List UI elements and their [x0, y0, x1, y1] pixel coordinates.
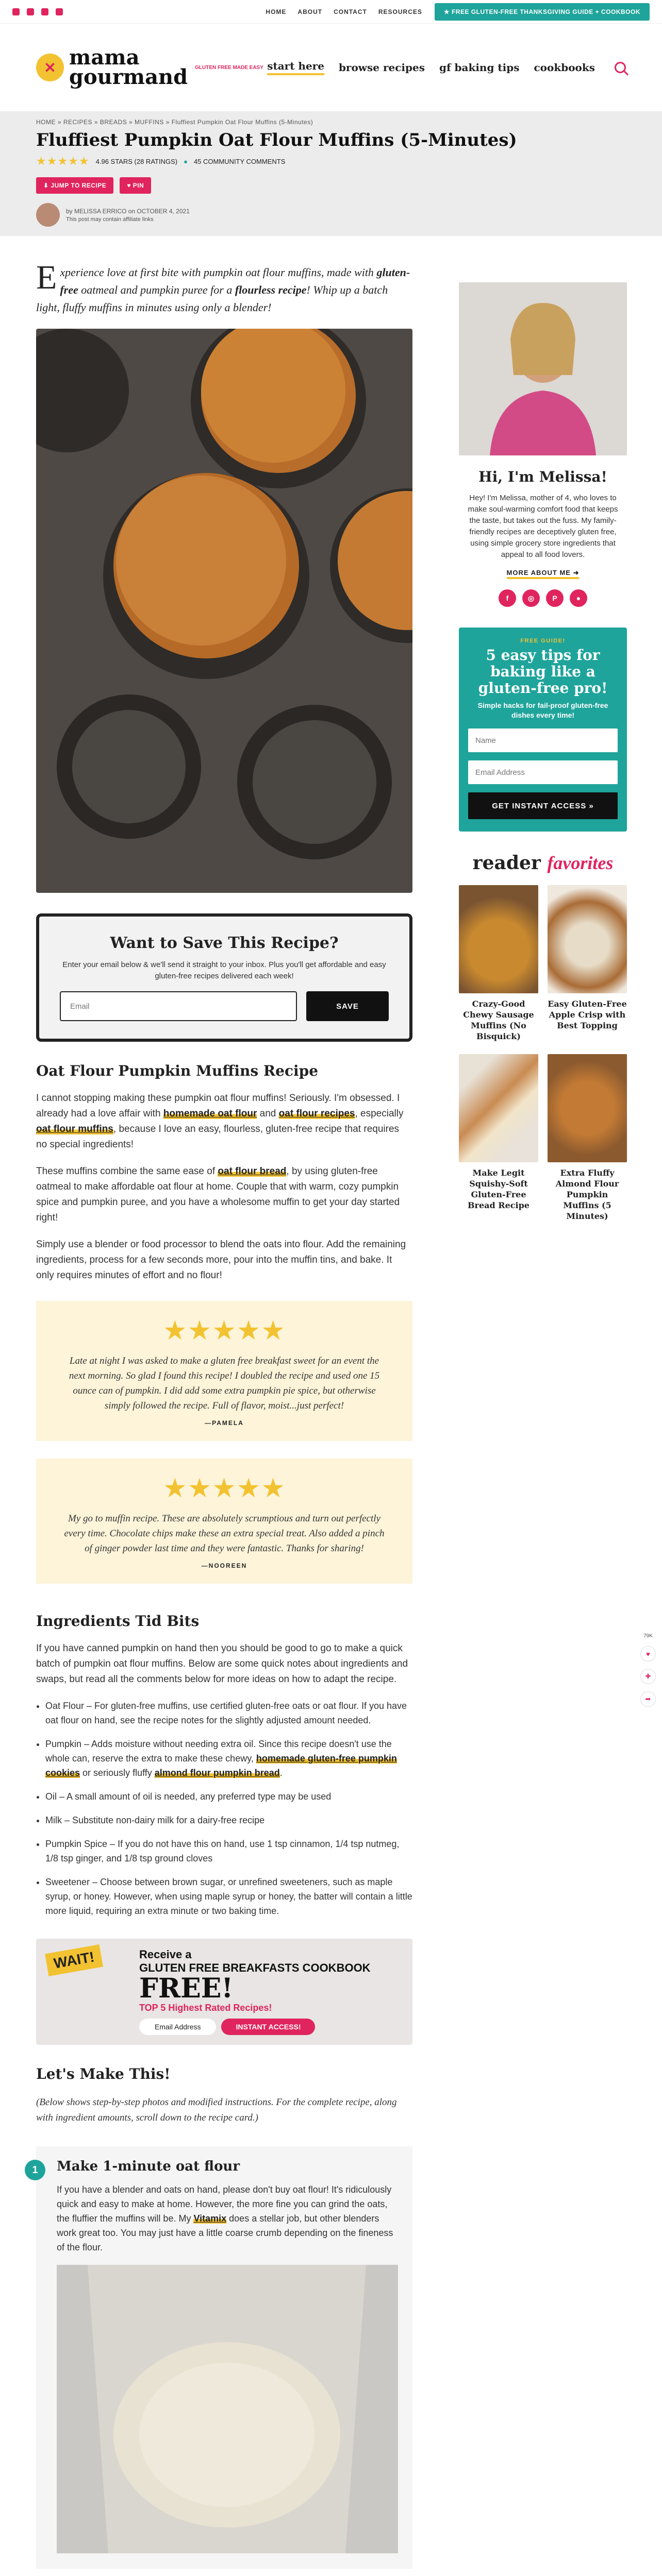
list-item: • Pumpkin – Adds moisture without needing extra oil. Since this recipe doesn't use the whole can, reserve the extra to make these chewy, homemade gluten-free pumpkin cookies or seriously fluffy almond flour pumpkin bread. [45, 1737, 412, 1780]
step-photos-note: (Below shows step-by-step photos and modified instructions. For the complete recipe, along with ingredient amounts, scroll down to the recipe card.) [36, 2097, 397, 2123]
ad-line1: Receive a [139, 1948, 192, 1961]
favorite-caption: Make Legit Squishy-Soft Gluten-Free Bread Recipe [468, 1168, 529, 1210]
bookmark-icon[interactable]: ✚ [640, 1669, 656, 1684]
logo-line1: mama [69, 45, 140, 70]
sidebar [459, 282, 627, 1222]
search-icon[interactable] [615, 62, 626, 73]
ad-wait-badge: WAIT! [45, 1944, 103, 1976]
link-vitamix[interactable]: Vitamix [193, 2213, 227, 2224]
save-recipe-box [36, 913, 412, 1042]
paragraph: If you have canned pumpkin on hand then you should be good to go to make a quick batch of pumpkin oat flour muffins. Below are some quick notes about ingredients and swaps, but read all the comments below for more ideas on how to adapt the recipe. [36, 1643, 408, 1685]
favorite-image [548, 885, 627, 993]
author-avatar [36, 203, 60, 227]
favorite-image [459, 885, 538, 993]
sidebar-social [459, 589, 627, 607]
floating-share-bar [640, 1633, 656, 1707]
testimonial-stars-icon: ★★★★★ [162, 1316, 286, 1346]
instagram-icon[interactable]: ◎ [522, 589, 540, 607]
nav-gf-baking-tips[interactable]: gf baking tips [439, 61, 520, 74]
testimonial-text: My go to muffin recipe. These are absolutely scrumptious and turn out perfectly every time. Chocolate chips make these an extra special treat. Also added a pinch of ginger powder last time and they were fantastic. Thanks for sharing! [64, 1513, 385, 1554]
facebook-icon[interactable] [12, 8, 20, 15]
list-item: • Sweetener – Choose between brown sugar, or unrefined sweeteners, such as maple syrup, or honey. However, when using maple syrup or honey, the batter will contain a little more liquid, requiring an extra minute or two baking time. [45, 1875, 412, 1918]
pinterest-icon[interactable]: P [546, 589, 564, 607]
main-content [32, 259, 412, 2576]
reader-favorites-title: reader favorites [472, 852, 614, 874]
step-title: Make 1-minute oat flour [57, 2159, 240, 2174]
save-button[interactable]: SAVE [306, 991, 389, 1021]
testimonial [36, 1301, 412, 1441]
optin-subtitle: Simple hacks for fail-proof gluten-free dishes every time! [477, 701, 608, 719]
top-nav-contact[interactable]: CONTACT [334, 8, 367, 15]
site-header [0, 24, 662, 111]
link-oat-flour-muffins[interactable]: oat flour muffins [36, 1124, 113, 1134]
favorite-card[interactable] [548, 1054, 627, 1222]
nav-cookbooks[interactable]: cookbooks [534, 61, 595, 74]
byline-author: by MELISSA ERRICO on OCTOBER 4, 2021 [66, 207, 190, 215]
heart-icon[interactable]: ♥ [640, 1646, 656, 1662]
author-photo [459, 282, 627, 455]
testimonial-author: —PAMELA [205, 1419, 244, 1427]
breadcrumb: HOME » RECIPES » BREADS » MUFFINS » Fluffiest Pumpkin Oat Flour Muffins (5-Minutes) [36, 118, 313, 126]
comments-link[interactable]: 45 COMMUNITY COMMENTS [193, 157, 286, 165]
oat-flour-blender-photo [57, 2265, 398, 2553]
sidebar-bio: Hey! I'm Melissa, mother of 4, who loves to make soul-warming comfort food that keeps the taste, but takes out the fuss. My family-friendly recipes are deceptively gluten free, using simple grocery store ingredients that appeal to all food lovers. [468, 494, 618, 559]
optin-box [459, 628, 627, 832]
optin-title: 5 easy tips for baking like a gluten-free pro! [478, 647, 608, 697]
jump-to-recipe-button[interactable]: ⬇ JUMP TO RECIPE [36, 177, 113, 194]
dropcap: E [36, 259, 57, 296]
link-almond-flour-pumpkin-bread[interactable]: almond flour pumpkin bread [154, 1768, 280, 1778]
step-card [32, 2146, 412, 2569]
youtube-icon[interactable] [56, 8, 63, 15]
step-number: 1 [25, 2160, 45, 2180]
rating-row [36, 155, 626, 168]
byline [36, 203, 626, 227]
optin-name-input[interactable] [468, 728, 618, 752]
favorite-caption: Easy Gluten-Free Apple Crisp with Best Topping [548, 999, 627, 1030]
testimonial-text: Late at night I was asked to make a gluten free breakfast sweet for an event the next morning. So glad I found this recipe! I doubled the recipe and used one 15 ounce can of pumpkin. I did add some extra pumpkin pie spice, but otherwise simply followed the recipe. Full of flavor, moist...just perfect! [69, 1355, 380, 1411]
main-nav [267, 60, 626, 75]
top-nav-resources[interactable]: RESOURCES [378, 8, 422, 15]
favorite-card[interactable] [548, 885, 627, 1042]
more-about-me-link[interactable]: MORE ABOUT ME ➜ [507, 569, 580, 579]
pumpkin-muffins-photo [36, 329, 412, 893]
favorite-caption: Crazy-Good Chewy Sausage Muffins (No Bisquick) [463, 999, 534, 1041]
section-heading-ingredients: Ingredients Tid Bits [36, 1613, 200, 1630]
ad-top: TOP 5 Highest Rated Recipes! [139, 2003, 272, 2013]
testimonial-author: —NOOREEN [201, 1562, 247, 1569]
link-homemade-oat-flour[interactable]: homemade oat flour [163, 1108, 257, 1119]
testimonial [36, 1459, 412, 1584]
top-nav [266, 8, 422, 15]
paragraph: I cannot stopping making these pumpkin oat flour muffins! Seriously. I'm obsessed. I already had a love affair with homemade oat flour and oat flour recipes, especially oat flour muffins, because I love an easy, flourless, gluten-free recipe that requires no special ingredients! [36, 1093, 404, 1150]
ad-free: FREE! [139, 1973, 234, 2004]
instagram-icon[interactable] [27, 8, 34, 15]
cookbook-ad-banner[interactable] [36, 1939, 412, 2045]
list-item: • Milk – Substitute non-dairy milk for a dairy-free recipe [45, 1813, 412, 1827]
ingredient-notes-list [36, 1699, 412, 1918]
facebook-icon[interactable]: f [499, 589, 516, 607]
paragraph: Simply use a blender or food processor to blend the oats into flour. Add the remaining ingredients, process for a few seconds more, pour into the muffin tins, and bake. It only requires minutes of effort and no flour! [36, 1239, 406, 1281]
list-item: • Oil – A small amount of oil is needed, any preferred type may be used [45, 1789, 412, 1804]
top-bar [0, 0, 662, 24]
paragraph: These muffins combine the same ease of oat flour bread, by using gluten-free oatmeal to make affordable oat flour at home. Couple that with warm, cozy pumpkin spice and pumpkin puree, and you have a wholesome muffin to get your day started right! [36, 1166, 400, 1223]
author-card [459, 282, 627, 607]
favorite-image [548, 1054, 627, 1162]
favorites-grid [459, 885, 627, 1222]
ad-email-field[interactable]: Email Address [139, 2019, 216, 2035]
ad-access-button[interactable]: INSTANT ACCESS! [221, 2019, 315, 2035]
testimonial-stars-icon: ★★★★★ [162, 1473, 286, 1503]
section-heading-make: Let's Make This! [36, 2065, 171, 2082]
share-count: 79K [643, 1633, 653, 1639]
sidebar-greeting: Hi, I'm Melissa! [478, 468, 607, 485]
save-box-text: Enter your email below & we'll send it straight to your inbox. Plus you'll get affordable and easy gluten-free recipes delivered each week! [62, 960, 386, 980]
ad-line2: GLUTEN FREE BREAKFASTS COOKBOOK [139, 1961, 371, 1974]
intro-text: Experience love at first bite with pumpkin oat flour muffins, made with gluten-free oatmeal and pumpkin puree for a flourless recipe! Whip up a batch light, fluffy muffins in minutes using only a blender! [36, 259, 410, 314]
share-icon[interactable]: ➦ [640, 1691, 656, 1707]
list-item: • Oat Flour – For gluten-free muffins, use certified gluten-free oats or oat flour. If you have oat flour on hand, see the recipe notes for the slightly adjusted amount needed. [45, 1699, 412, 1727]
site-logo[interactable] [36, 45, 263, 89]
save-box-title: Want to Save This Recipe? [110, 934, 339, 952]
top-social-icons [12, 8, 63, 15]
logo-line2: gourmand [69, 65, 188, 89]
logo-tagline: GLUTEN FREE MADE EASY [195, 64, 263, 71]
post-hero [0, 111, 662, 236]
favorite-caption: Extra Fluffy Almond Flour Pumpkin Muffins (5 Minutes) [555, 1168, 619, 1221]
thanksgiving-guide-button[interactable]: ★ FREE GLUTEN-FREE THANKSGIVING GUIDE + COOKBOOK [435, 3, 650, 21]
pinterest-icon[interactable] [41, 8, 48, 15]
optin-email-input[interactable] [468, 760, 618, 784]
rating-text: 4.96 STARS (28 RATINGS) [95, 157, 178, 165]
rating-stars-icon[interactable]: ★★★★★ [36, 155, 90, 167]
list-item: • Pumpkin Spice – If you do not have this on hand, use 1 tsp cinnamon, 1/4 tsp nutmeg, 1/8 tsp ginger, and 1/8 tsp ground cloves [45, 1837, 412, 1866]
nav-start-here[interactable]: start here [267, 60, 324, 75]
comment-icon: ● [184, 157, 188, 165]
favorite-image [459, 1054, 538, 1162]
favorite-card[interactable] [459, 1054, 538, 1222]
favorite-card[interactable] [459, 885, 538, 1042]
byline-disclosure: This post may contain affiliate links [66, 216, 154, 223]
nav-browse-recipes[interactable]: browse recipes [338, 61, 425, 74]
link-oat-flour-recipes[interactable]: oat flour recipes [278, 1108, 355, 1119]
optin-submit-button[interactable]: GET INSTANT ACCESS » [468, 792, 618, 819]
top-nav-home[interactable]: HOME [266, 8, 287, 15]
section-heading-recipe: Oat Flour Pumpkin Muffins Recipe [36, 1062, 319, 1079]
optin-badge: FREE GUIDE! [520, 638, 566, 644]
step-text: If you have a blender and oats on hand, please don't buy oat flour! It's ridiculously quick and easy to make at home. However, the more fine you can grind the oats, the fluffier the muffins will be. My Vitamix does a stellar job, but other blenders work great too. You may just have a little coarse crumb depending on the fineness of the flour. [57, 2184, 393, 2252]
link-oat-flour-bread[interactable]: oat flour bread [218, 1166, 287, 1177]
pin-button[interactable]: ♥ PIN [120, 177, 151, 194]
post-actions [36, 177, 626, 194]
top-nav-about[interactable]: ABOUT [297, 8, 323, 15]
youtube-icon[interactable]: ● [570, 589, 587, 607]
link-pumpkin-cookies[interactable]: homemade gluten-free pumpkin cookies [45, 1753, 397, 1778]
save-email-input[interactable] [60, 991, 297, 1021]
page-title: Fluffiest Pumpkin Oat Flour Muffins (5-Minutes) [36, 130, 517, 150]
whisk-logo-icon: ✕ [36, 54, 64, 81]
